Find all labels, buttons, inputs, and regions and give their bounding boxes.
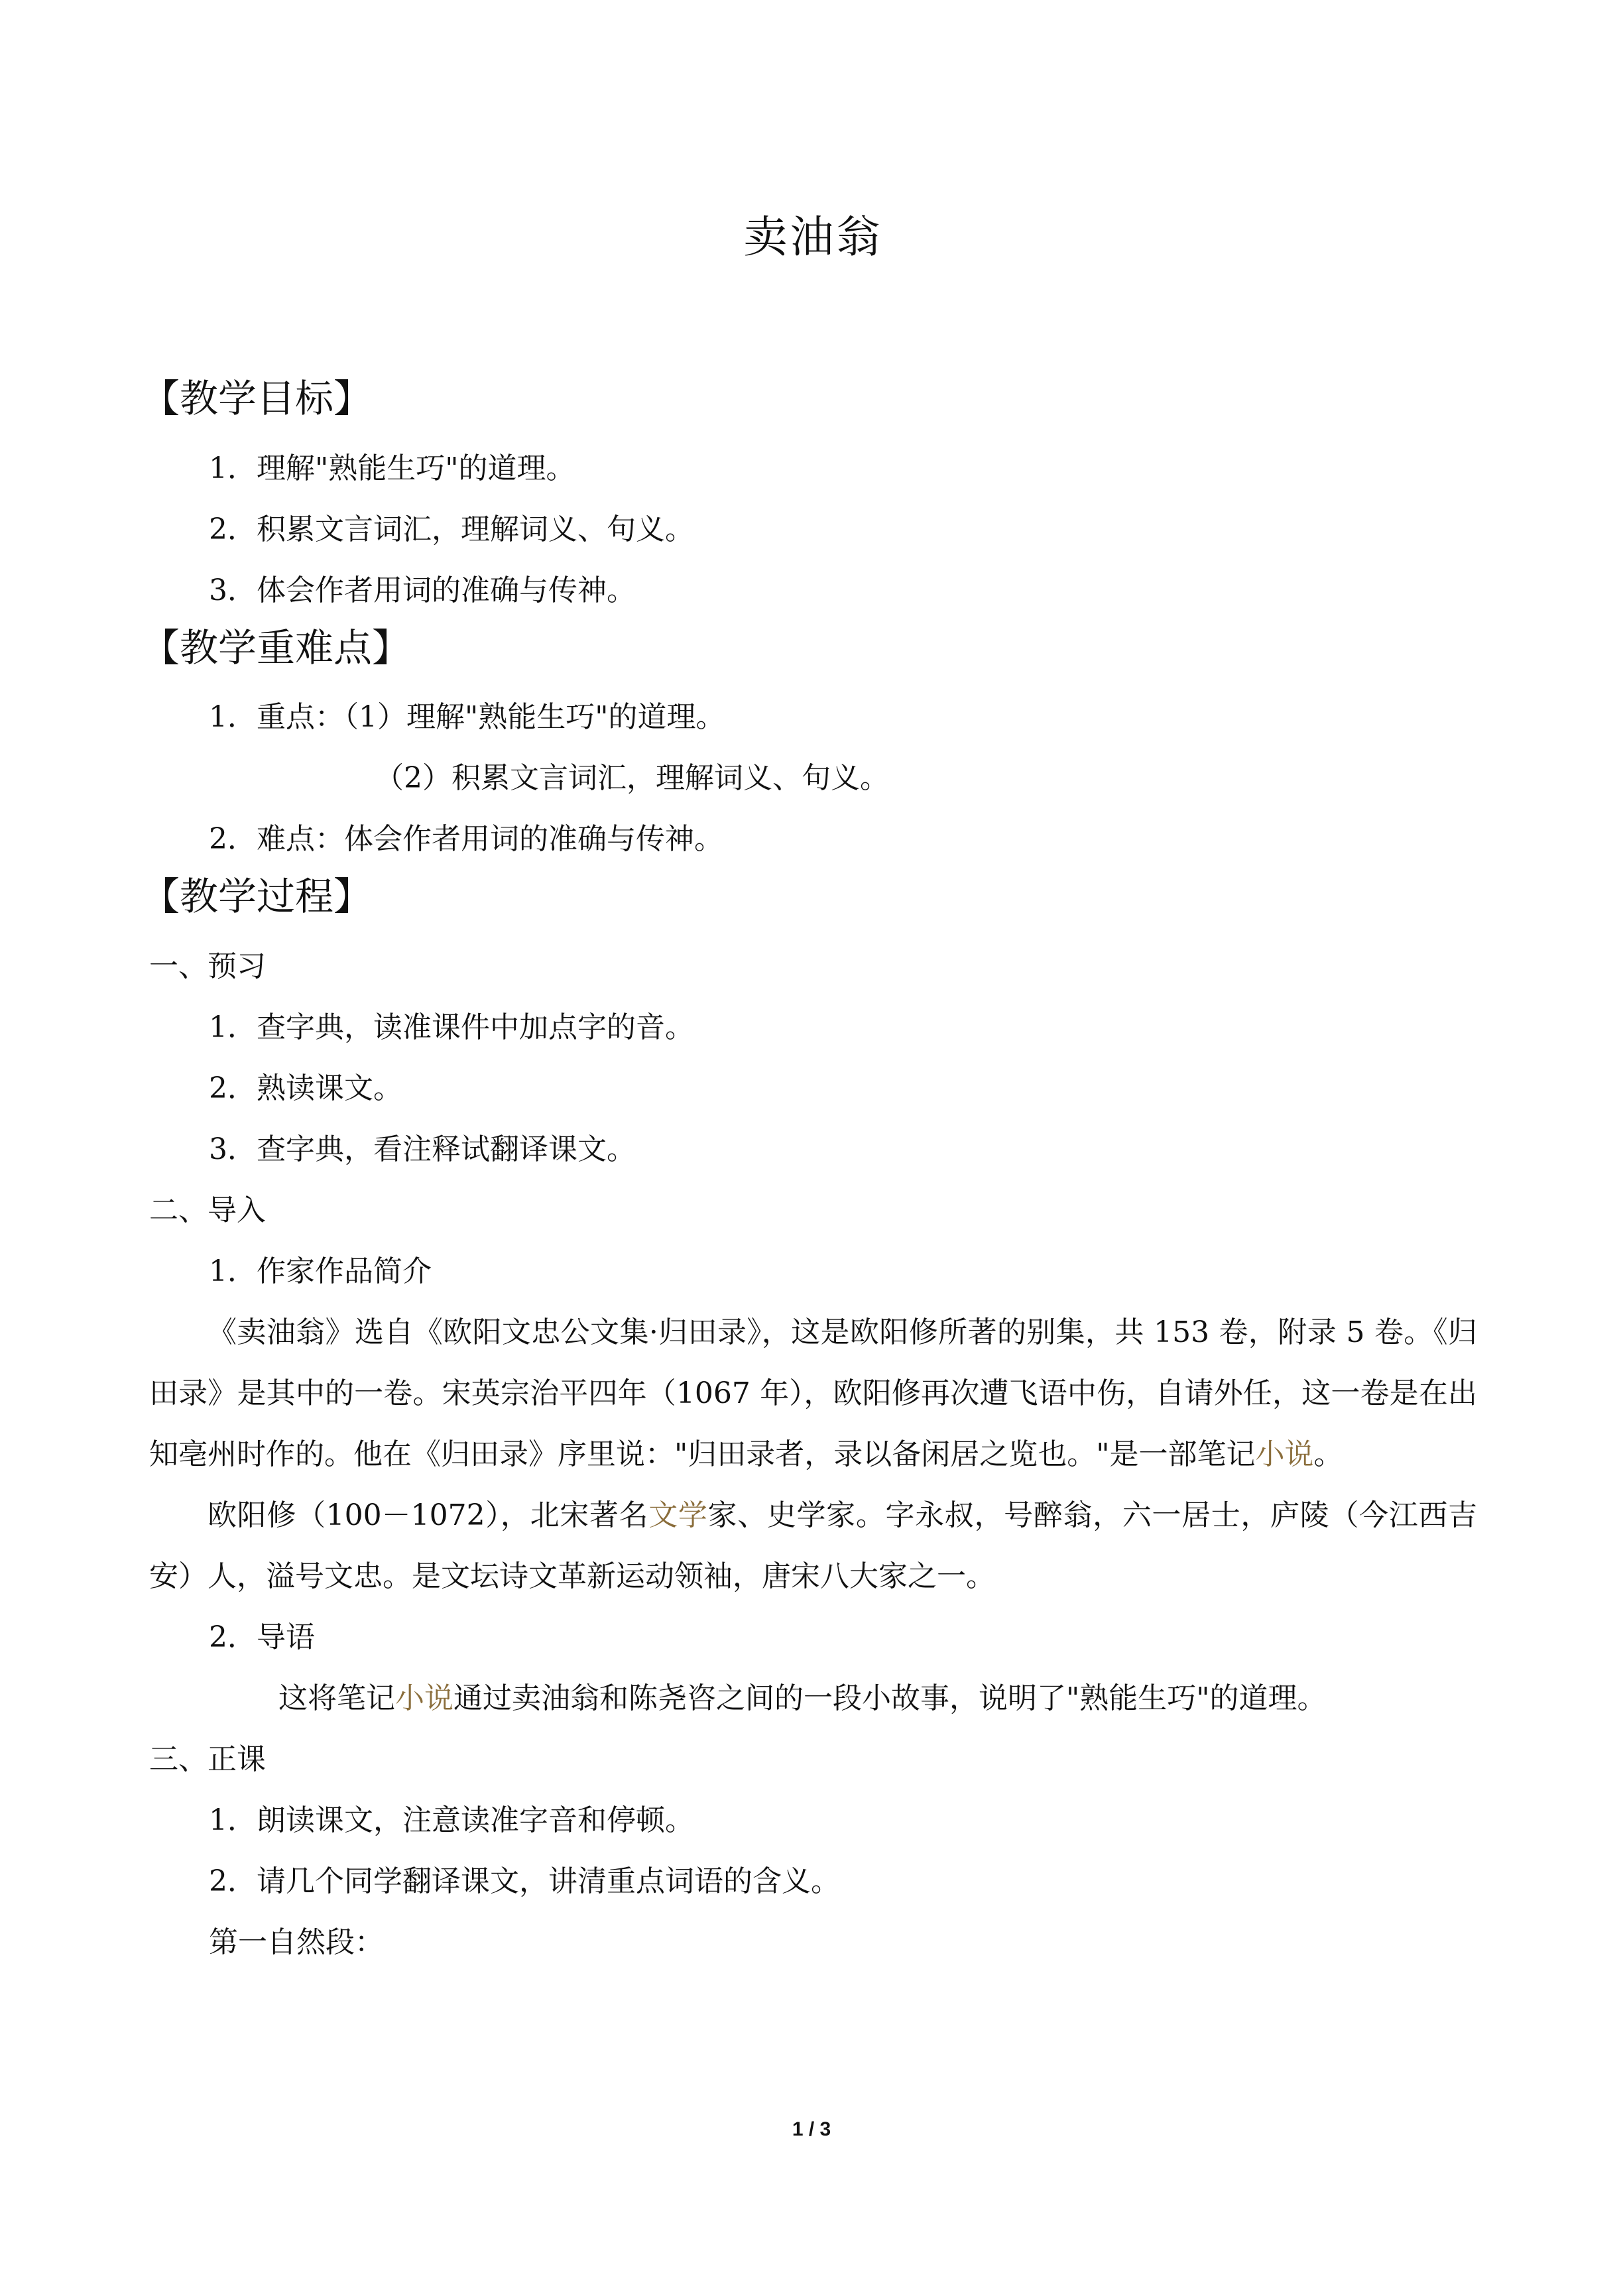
goal-item: 3．体会作者用词的准确与传神。 [209, 573, 636, 607]
key-point-item: 1．重点：（1）理解"熟能生巧"的道理。 [209, 700, 725, 735]
section-heading-key-points: 【教学重难点】 [141, 625, 411, 670]
goal-item: 2．积累文言词汇，理解词义、句义。 [209, 512, 694, 546]
preview-item: 2．熟读课文。 [209, 1071, 402, 1105]
link-wenxue[interactable]: 文学 [648, 1498, 708, 1532]
author-bio-paragraph: 欧阳修（100－1072），北宋著名文学家、史学家。字永叔，号醉翁，六一居士，庐陵（今江西吉安）人，溢号文忠。是文坛诗文革新运动领袖，唐宋八大家之一。 [149, 1498, 1478, 1593]
intro-sub-heading: 2．导语 [209, 1620, 315, 1654]
preview-item: 1．查字典，读准课件中加点字的音。 [209, 1010, 694, 1044]
subsection-heading-intro: 二、导入 [149, 1193, 266, 1227]
lesson-item: 第一自然段： [209, 1925, 384, 1959]
link-xiaoshuo[interactable]: 小说 [1255, 1437, 1314, 1471]
link-xiaoshuo-2[interactable]: 小说 [395, 1681, 453, 1715]
document-title: 卖油翁 [743, 211, 883, 263]
author-work-paragraph: 《卖油翁》选自《欧阳文忠公文集·归田录》，这是欧阳修所著的别集，共 153 卷，附录 5 卷。《归田录》是其中的一卷。宋英宗治平四年（1067 年），欧阳修再次遭飞语中伤，自请外任，这一卷是在出知亳州时作的。他在《归田录》序里说："归田录者，录以备闲居之览也。"是一部笔记小说。 [149, 1315, 1477, 1471]
key-point-item: （2）积累文言词汇，理解词义、句义。 [375, 761, 889, 796]
subsection-heading-preview: 一、预习 [149, 949, 266, 983]
page-number: 1 / 3 [792, 2118, 831, 2140]
lesson-item: 2．请几个同学翻译课文，讲清重点词语的含义。 [209, 1864, 840, 1898]
goal-item: 1．理解"熟能生巧"的道理。 [209, 451, 575, 485]
lead-in-paragraph: 这将笔记小说通过卖油翁和陈尧咨之间的一段小故事，说明了"熟能生巧"的道理。 [278, 1681, 1327, 1715]
section-heading-goals: 【教学目标】 [141, 376, 373, 422]
subsection-heading-lesson: 三、正课 [149, 1742, 266, 1776]
section-heading-process: 【教学过程】 [141, 874, 373, 920]
preview-item: 3．查字典，看注释试翻译课文。 [209, 1132, 636, 1166]
intro-sub-heading: 1．作家作品简介 [209, 1254, 432, 1288]
lesson-item: 1．朗读课文，注意读准字音和停顿。 [209, 1803, 694, 1837]
key-point-item: 2．难点：体会作者用词的准确与传神。 [209, 822, 723, 857]
